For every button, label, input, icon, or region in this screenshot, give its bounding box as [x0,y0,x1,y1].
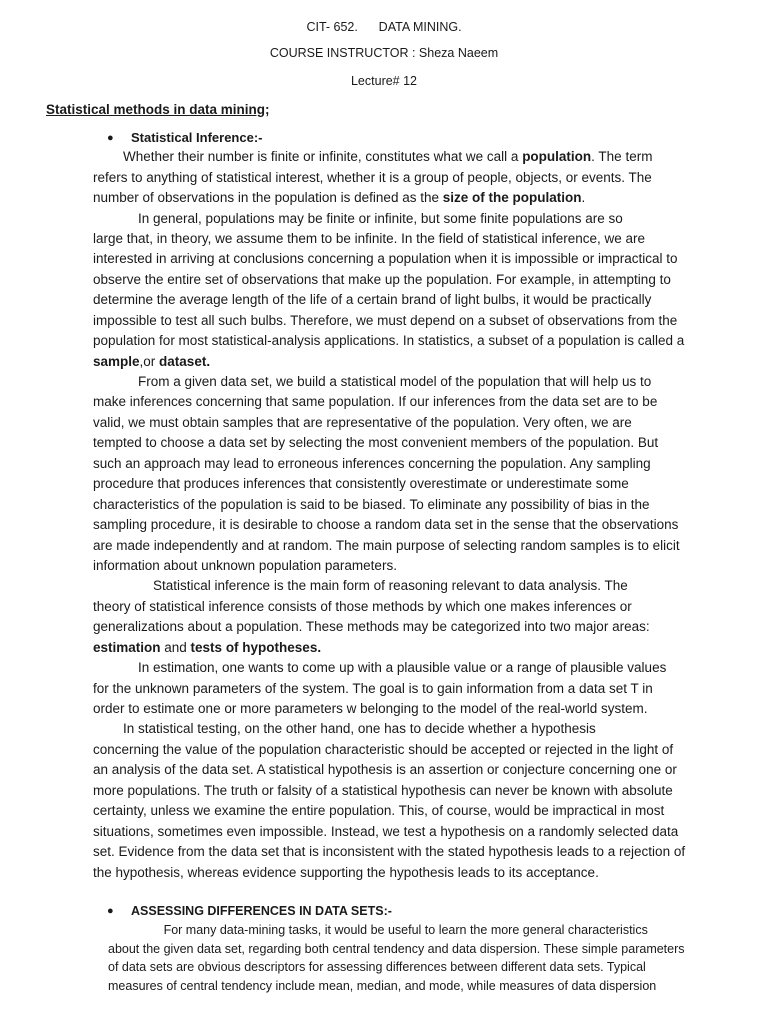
paragraph-line: observe the entire set of observations that make up the population. For example, in attempting to [93,272,671,287]
paragraph-line: more populations. The truth or falsity of a statistical hypothesis can never be known with absolute [93,783,673,798]
paragraph-line: sampling procedure, it is desirable to choose a random data set in the sense that the observations [93,517,679,532]
paragraph-line: valid, we must obtain samples that are representative of the population. Very often, we are [93,415,632,430]
lecture-number: Lecture# 12 [350,74,418,88]
paragraph-line: population for most statistical-analysis applications. In statistics, a subset of a population is called a [93,333,685,348]
paragraph-line: Whether their number is finite or infinite, constitutes what we call a population. The term [93,149,653,164]
course-title: CIT- 652. DATA MINING. [306,20,462,34]
bullet-label: Statistical Inference:- [131,130,263,145]
paragraph-line: determine the average length of the life of a certain brand of light bulbs, it would be practically [93,292,652,307]
paragraph-line: Statistical inference is the main form of reasoning relevant to data analysis. The [93,578,628,593]
paragraph-line: the hypothesis, whereas evidence supporting the hypothesis leads to its acceptance. [93,865,599,880]
paragraph-line: From a given data set, we build a statistical model of the population that will help us to [93,374,652,389]
paragraph-line: generalizations about a population. These methods may be categorized into two major areas: [93,619,650,634]
course-instructor: COURSE INSTRUCTOR : Sheza Naeem [269,46,499,60]
paragraph-line: order to estimate one or more parameters w belonging to the model of the real-world system. [93,701,648,716]
paragraph-line: characteristics of the population is said to be biased. To eliminate any possibility of bias in the [93,497,650,512]
paragraph-line: measures of central tendency include mean, median, and mode, while measures of data dispersion [108,979,657,993]
paragraph-line: theory of statistical inference consists of those methods by which one makes inferences or [93,599,632,614]
paragraph-line: situations, sometimes even impossible. Instead, we test a hypothesis on a randomly selected data [93,824,679,839]
bullet-dot-icon: ● [107,132,114,144]
paragraph-line: tempted to choose a data set by selecting the most convenient members of the population. But [93,435,659,450]
section-title: Statistical methods in data mining; [46,102,270,117]
paragraph-line: of data sets are obvious descriptors for assessing differences between different data sets. Typical [108,960,646,974]
paragraph-line: interested in arriving at conclusions concerning a population when it is impossible or impractical to [93,251,678,266]
paragraph-line: information about unknown population parameters. [93,558,397,573]
bullet-dot-icon: ● [107,905,114,917]
paragraph-line: large that, in theory, we assume them to be infinite. In the field of statistical inference, we are [93,231,646,246]
paragraph-line: such an approach may lead to erroneous inferences concerning the population. Any sampling [93,456,651,471]
paragraph-line: concerning the value of the population characteristic should be accepted or rejected in the light of [93,742,674,757]
paragraph-line: number of observations in the population is defined as the size of the population. [93,190,586,205]
paragraph-line: refers to anything of statistical interest, whether it is a group of people, objects, or events. The [93,170,652,185]
paragraph-line: In estimation, one wants to come up with a plausible value or a range of plausible values [93,660,667,675]
paragraph-line: estimation and tests of hypotheses. [93,640,322,655]
paragraph-line: an analysis of the data set. A statistical hypothesis is an assertion or conjecture concerning one or [93,762,677,777]
paragraph-line: certainty, unless we examine the entire population. This, of course, would be impractical in most [93,803,665,818]
paragraph-line: For many data-mining tasks, it would be useful to learn the more general characteristics [108,923,648,937]
paragraph-line: impossible to test all such bulbs. Therefore, we must depend on a subset of observations from the [93,313,678,328]
paragraph-line: are made independently and at random. The main purpose of selecting random samples is to elicit [93,538,680,553]
paragraph-line: In general, populations may be finite or infinite, but some finite populations are so [93,211,623,226]
paragraph-line: about the given data set, regarding both central tendency and data dispersion. These simple parameters [108,942,685,956]
paragraph-line: In statistical testing, on the other hand, one has to decide whether a hypothesis [93,721,596,736]
bullet-label: ASSESSING DIFFERENCES IN DATA SETS:- [131,904,392,918]
paragraph-line: set. Evidence from the data set that is inconsistent with the stated hypothesis leads to a rejection of [93,844,686,859]
paragraph-line: procedure that produces inferences that consistently overestimate or underestimate some [93,476,629,491]
paragraph-line: sample,or dataset. [93,354,211,369]
paragraph-line: for the unknown parameters of the system. The goal is to gain information from a data set T in [93,681,653,696]
paragraph-line: make inferences concerning that same population. If our inferences from the data set are to be [93,394,658,409]
